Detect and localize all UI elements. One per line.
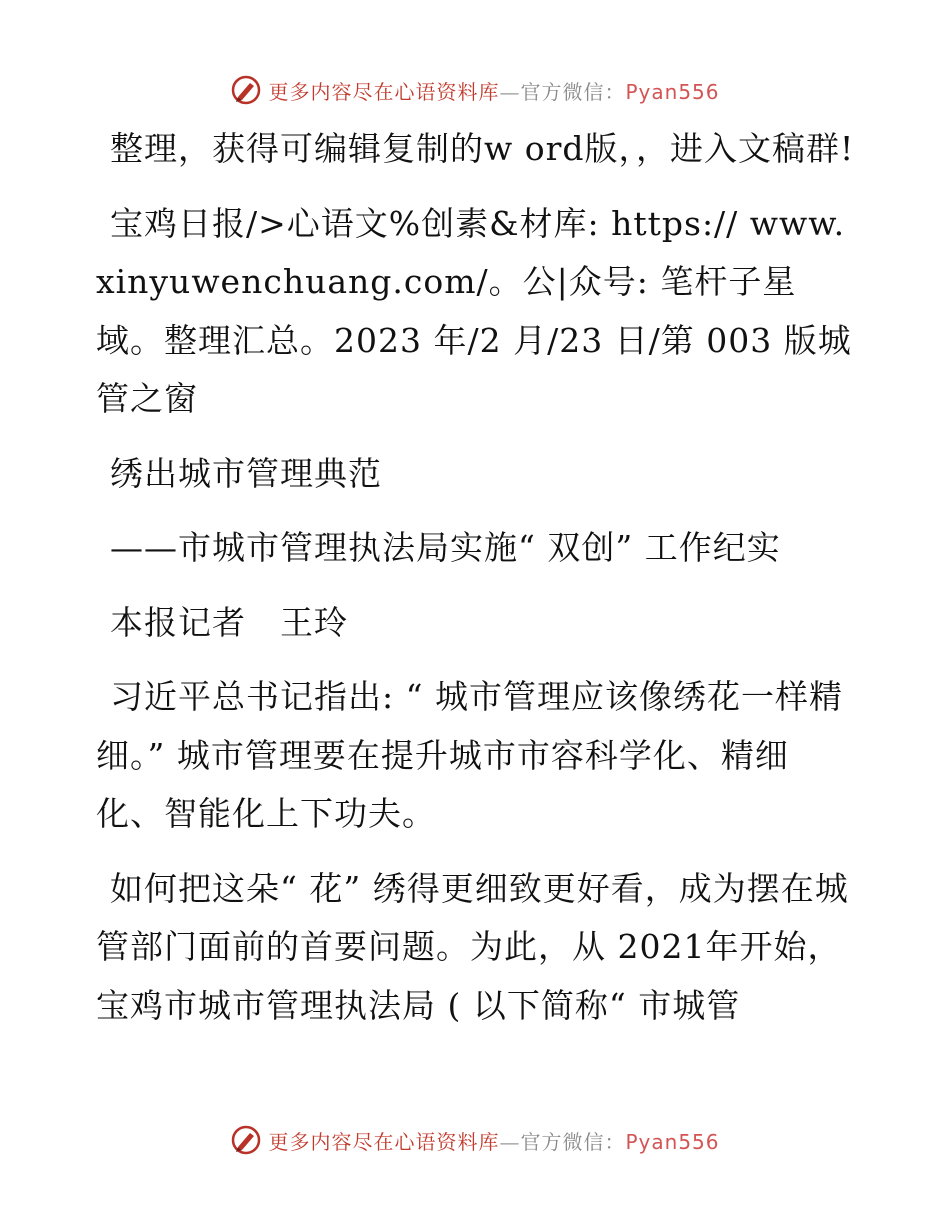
banner-main-text: 更多内容尽在心语资料库 bbox=[268, 79, 500, 104]
paragraph-intro: 整理，获得可编辑复制的w ord版，，进入文稿群! bbox=[110, 129, 855, 168]
banner-text bbox=[268, 1126, 719, 1155]
document-body bbox=[96, 120, 856, 1051]
banner-main-text: 更多内容尽在心语资料库 bbox=[268, 1129, 500, 1154]
banner-dash: — bbox=[499, 79, 521, 104]
article-title: 绣出城市管理典范 bbox=[110, 453, 382, 493]
article-byline: 本报记者 王玲 bbox=[110, 602, 348, 642]
pen-logo-icon bbox=[230, 1124, 262, 1156]
article-subtitle: ——市城市管理执法局实施“ 双创” 工作纪实 bbox=[110, 528, 781, 567]
header-banner bbox=[0, 70, 950, 110]
banner-label: 官方微信： bbox=[520, 1129, 626, 1154]
paragraph-body-2: 如何把这朵“ 花” 绣得更细致更好看，成为摆在城管部门面前的首要问题。为此，从 2021年开始，宝鸡市城市管理执法局 ( 以下简称“ 市城管 bbox=[96, 868, 849, 1025]
banner-text bbox=[268, 76, 719, 105]
banner-wechat-id: Pyan556 bbox=[625, 1129, 720, 1154]
banner-label: 官方微信： bbox=[520, 79, 626, 104]
pen-logo-icon bbox=[230, 74, 262, 106]
paragraph-body-1: 习近平总书记指出: “ 城市管理应该像绣花一样精细。” 城市管理要在提升城市市容科学化、精细化、智能化上下功夫。 bbox=[96, 677, 843, 833]
banner-dash: — bbox=[499, 1129, 521, 1154]
footer-banner bbox=[0, 1120, 950, 1160]
banner-wechat-id: Pyan556 bbox=[625, 79, 720, 104]
paragraph-source: 宝鸡日报/>心语文%创素&材库: https:// www.xinyuwenchuang.com/。公|众号: 笔杆子星域。整理汇总。2023 年/2 月/23 日/第 003 版城管之窗 bbox=[96, 203, 852, 418]
